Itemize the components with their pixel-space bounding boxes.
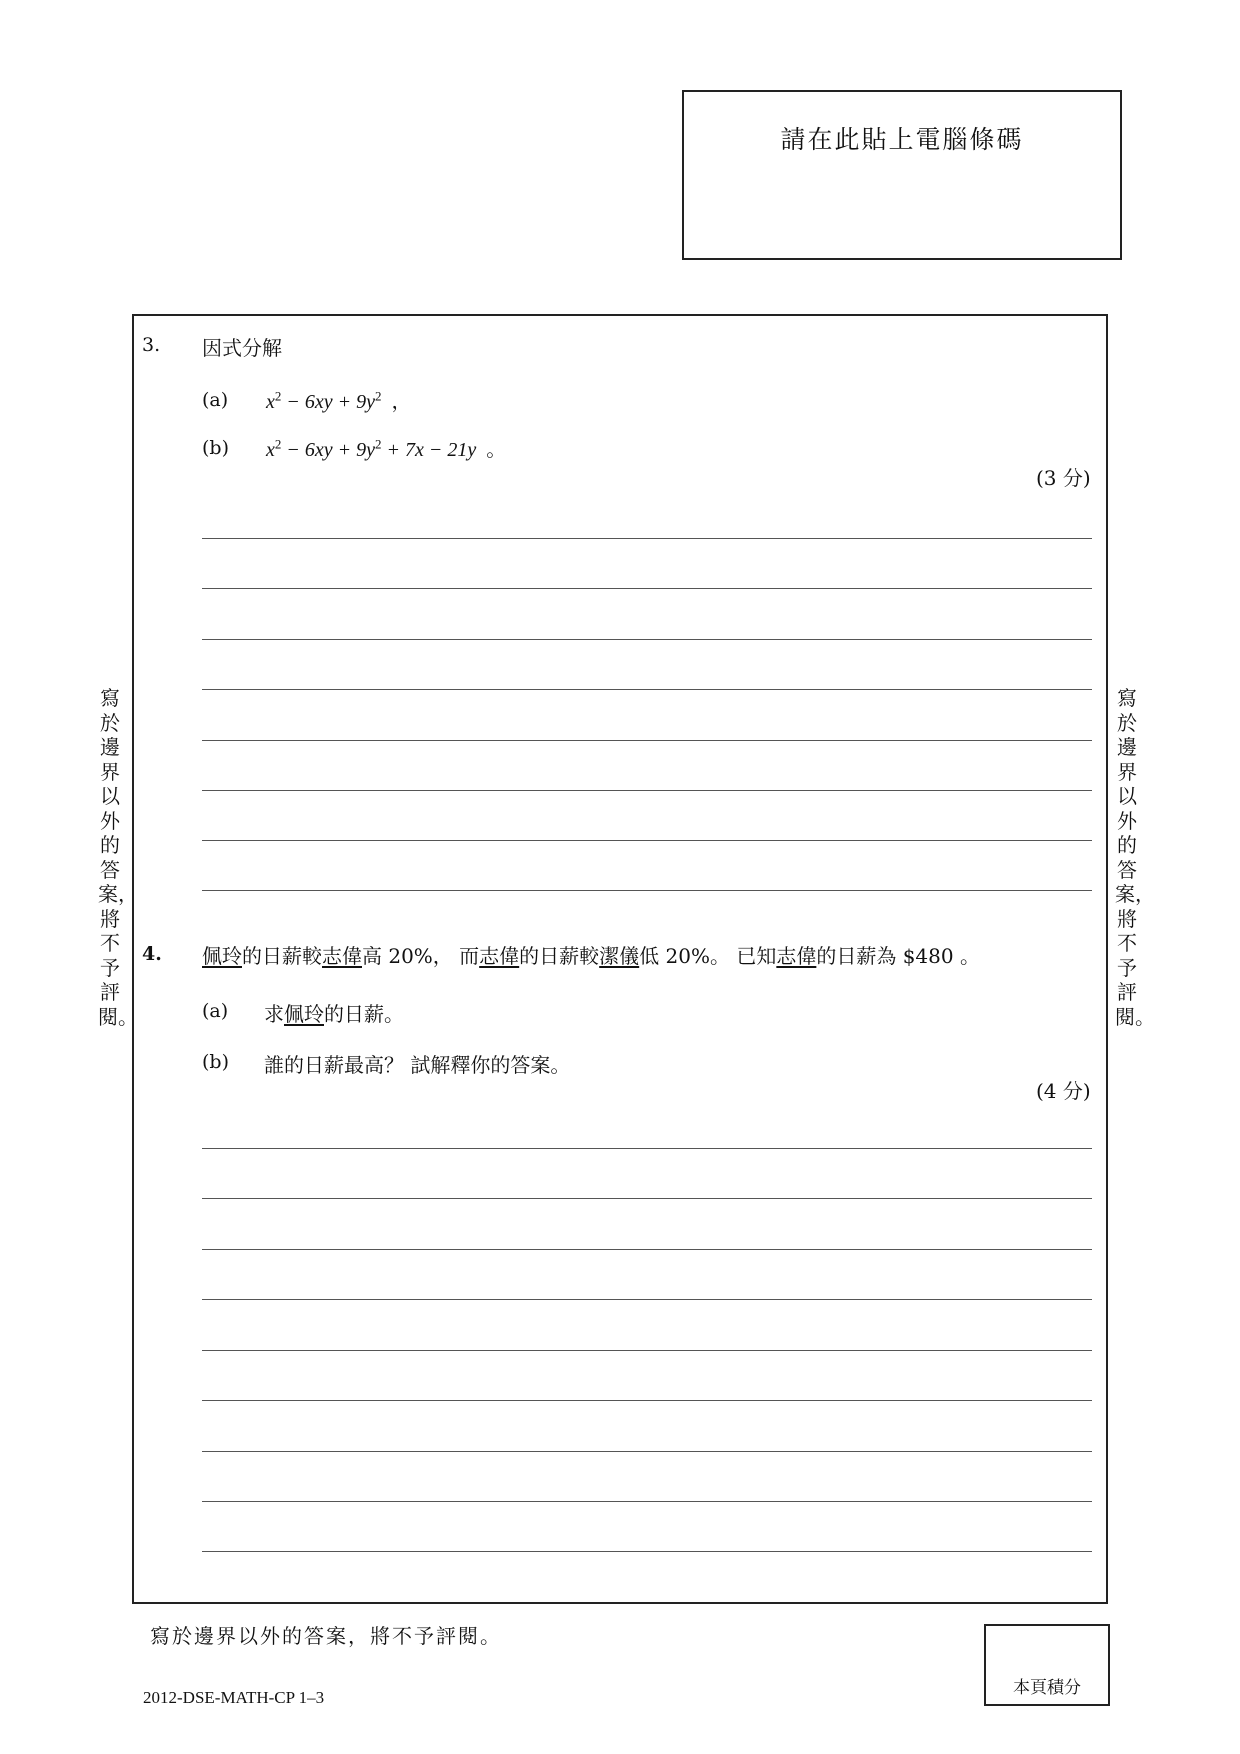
q3a-label: (a) xyxy=(202,389,229,411)
q3-number: 3. xyxy=(142,334,161,356)
q3-answer-line xyxy=(202,790,1092,791)
q3-answer-line xyxy=(202,588,1092,589)
q4-answer-line xyxy=(202,1249,1092,1250)
page-score-label: 本頁積分 xyxy=(1013,1678,1081,1698)
q3b-label: (b) xyxy=(202,437,229,459)
q3-stem: 因式分解 xyxy=(202,336,282,360)
bottom-margin-note: 寫於邊界以外的答案，將不予評閱。 xyxy=(150,1624,502,1648)
q4-number: 4. xyxy=(142,943,162,965)
right-margin-note: 寫於邊界以外的答案，將不予評閱。 xyxy=(1115,686,1155,1029)
q3-answer-line xyxy=(202,538,1092,539)
q3-answer-line xyxy=(202,639,1092,640)
q4-answer-line xyxy=(202,1501,1092,1502)
q4-answer-line xyxy=(202,1299,1092,1300)
q3-answer-line xyxy=(202,840,1092,841)
q4a-text: 求佩玲的日薪。 xyxy=(264,1002,404,1026)
q3-answer-line xyxy=(202,890,1092,891)
q3-answer-line xyxy=(202,740,1092,741)
q4a-label: (a) xyxy=(202,1000,229,1022)
barcode-sticker-box xyxy=(682,90,1122,260)
barcode-box-label: 請在此貼上電腦條碼 xyxy=(780,125,1024,154)
q4-marks: (4 分) xyxy=(1036,1079,1091,1103)
q3-marks: (3 分) xyxy=(1036,466,1091,490)
left-margin-note: 寫於邊界以外的答案，將不予評閱。 xyxy=(98,686,138,1029)
q4-answer-line xyxy=(202,1198,1092,1199)
q4-stem: 佩玲的日薪較志偉高 20%， 而志偉的日薪較潔儀低 20%。 已知志偉的日薪為 $480 。 xyxy=(202,944,980,968)
page-score-box xyxy=(984,1624,1110,1706)
paper-code: 2012-DSE-MATH-CP 1–3 xyxy=(143,1688,325,1707)
q4-answer-line xyxy=(202,1551,1092,1552)
q4b-label: (b) xyxy=(202,1051,229,1073)
q3a-expression: $x^2 - 6xy + 9y^2$ ， xyxy=(266,388,412,413)
q4b-text: 誰的日薪最高？ 試解釋你的答案。 xyxy=(264,1053,571,1077)
q4-answer-line xyxy=(202,1350,1092,1351)
q4-answer-line xyxy=(202,1148,1092,1149)
q3-answer-line xyxy=(202,689,1092,690)
q3b-expression: $x^2 - 6xy + 9y^2 + 7x - 21y$ 。 xyxy=(266,436,507,461)
q4-answer-line xyxy=(202,1451,1092,1452)
q4-answer-line xyxy=(202,1400,1092,1401)
